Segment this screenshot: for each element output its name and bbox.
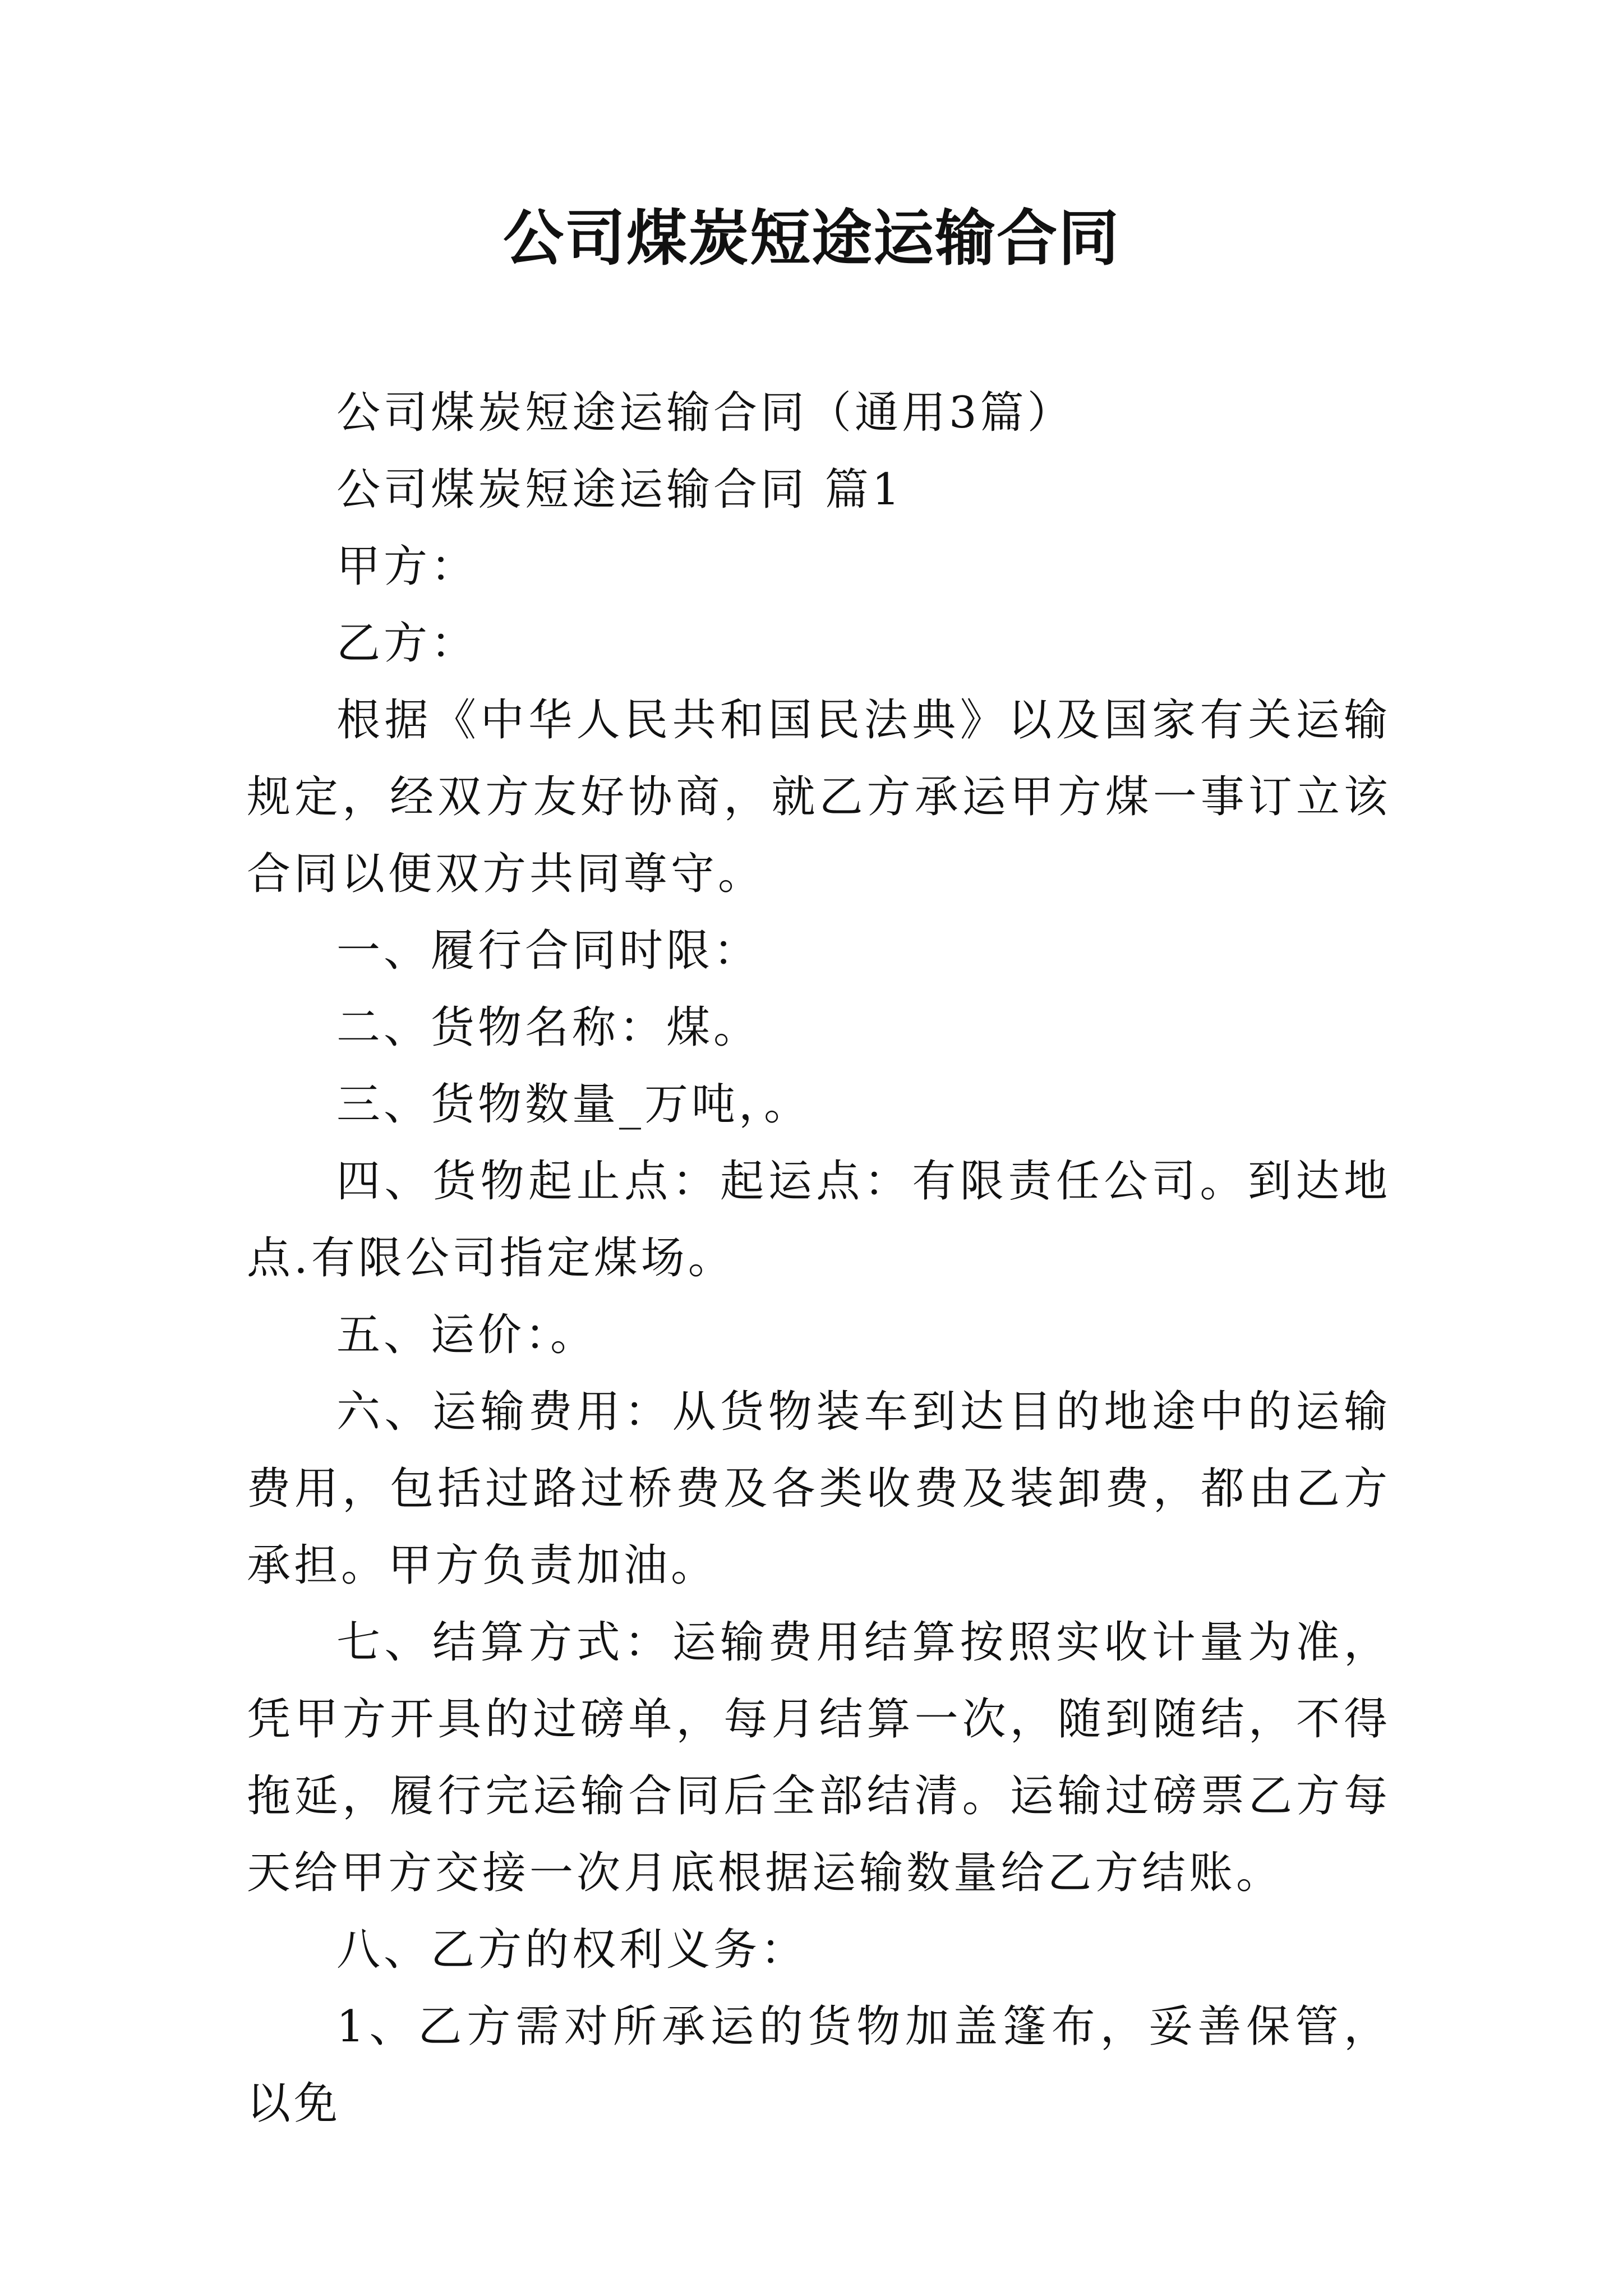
clause-2-goods-name: 二、货物名称：煤。 xyxy=(336,1002,761,1053)
clause-7-settlement: 七、结算方式：运输费用结算按照实收计量为准，凭甲方开具的过磅单，每月结算一次，随到随结，不得拖延，履行完运输合同后全部结清。运输过磅票乙方每天给甲方交接一次月底根据运输数量给乙方结账。 xyxy=(247,1617,1391,1898)
clause-6-transport-costs: 六、运输费用：从货物装车到达目的地途中的运输费用，包括过路过桥费及各类收费及装卸费，都由乙方承担。甲方负责加油。 xyxy=(247,1387,1391,1591)
clause-5-freight-rate: 五、运价：。 xyxy=(336,1310,598,1360)
paragraph-collection-title: 公司煤炭短途运输合同（通用3篇） xyxy=(336,388,1075,438)
paragraph-part-heading: 公司煤炭短途运输合同 篇1 xyxy=(336,464,903,515)
document-body xyxy=(247,375,1391,2142)
clause-1-term: 一、履行合同时限： xyxy=(336,926,761,976)
paragraph-party-b: 乙方： xyxy=(336,618,478,669)
paragraph-party-a: 甲方： xyxy=(336,541,478,592)
document-title: 公司煤炭短途运输合同 xyxy=(502,203,1120,274)
clause-8-item-1: 1、乙方需对所承运的货物加盖篷布，妥善保管，以免 xyxy=(247,2001,1391,2129)
clause-4-origin-destination: 四、货物起止点：起运点：有限责任公司。到达地点.有限公司指定煤场。 xyxy=(247,1156,1391,1283)
paragraph-preamble: 根据《中华人民共和国民法典》以及国家有关运输规定，经双方友好协商，就乙方承运甲方煤一事订立该合同以便双方共同尊守。 xyxy=(247,695,1391,899)
clause-8-party-b-rights: 八、乙方的权利义务： xyxy=(336,1925,808,1975)
clause-3-goods-quantity: 三、货物数量_万吨，。 xyxy=(336,1079,811,1130)
